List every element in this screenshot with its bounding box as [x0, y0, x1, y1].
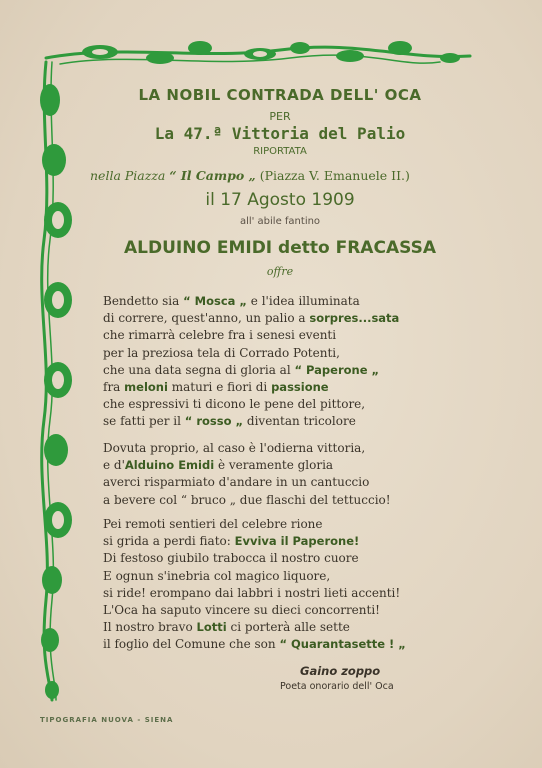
fantino-label: all' abile fantino	[239, 216, 321, 227]
poem-line: se fatti per il “ rosso „ diventan tricolore	[103, 414, 356, 429]
poem-stanza-2	[103, 440, 391, 509]
date-line: il 17 Agosto 1909	[205, 190, 355, 210]
piazza-post: (Piazza V. Emanuele II.)	[259, 168, 410, 183]
poem-line: Bendetto sia “ Mosca „ e l'idea illuminata	[103, 294, 360, 308]
poem-line: il foglio del Comune che son “ Quarantasette ! „	[103, 637, 406, 652]
poem-line: E ognun s'inebria col magico liquore,	[103, 568, 331, 583]
piazza-line	[90, 168, 410, 183]
offre-label: offre	[266, 265, 294, 278]
author-signature: Gaino zoppo	[300, 664, 381, 678]
poem-line: a bevere col “ bruco „ due flaschi del tettuccio!	[103, 492, 391, 507]
poem-line: L'Oca ha saputo vincere su dieci concorrenti!	[103, 603, 380, 618]
poem-line: fra meloni maturi e fiori di passione	[103, 380, 329, 395]
riportata-label: RIPORTATA	[253, 146, 307, 157]
poem-line: averci risparmiato d'andare in un cantuccio	[103, 475, 370, 490]
poem-line: e d'Alduino Emidi è veramente gloria	[103, 458, 334, 473]
fantino-name: ALDUINO EMIDI detto FRACASSA	[124, 238, 436, 258]
poem-stanza-1	[103, 293, 399, 431]
poem-line: Dovuta proprio, al caso è l'odierna vittoria,	[103, 441, 366, 455]
poem-line: per la preziosa tela di Corrado Potenti,	[103, 345, 340, 360]
printer-imprint: TIPOGRAFIA NUOVA - SIENA	[40, 716, 174, 724]
piazza-name: “ Il Campo „	[169, 168, 256, 183]
per-label: PER	[269, 110, 291, 123]
poem-line: si grida a perdi fiato: Evviva il Paperone!	[103, 534, 360, 549]
poem-line: si ride! erompano dai labbri i nostri lieti accenti!	[103, 585, 401, 600]
victory-heading: La 47.ª Vittoria del Palio	[154, 124, 406, 143]
poem-line: Pei remoti sentieri del celebre rione	[103, 517, 323, 531]
poem-line: Di festoso giubilo trabocca il nostro cuore	[103, 551, 359, 566]
author-role: Poeta onorario dell' Oca	[280, 681, 394, 692]
poem-line: di correre, quest'anno, un palio a sorpres...sata	[103, 311, 400, 326]
poem-line: che espressivi ti dicono le pene del pittore,	[103, 397, 366, 412]
poem-line: che rimarrà celebre fra i senesi eventi	[103, 328, 337, 343]
poem-stanza-3	[103, 516, 406, 654]
poem-line: che una data segna di gloria al “ Paperone „	[103, 362, 380, 377]
document-title: LA NOBIL CONTRADA DELL' OCA	[138, 86, 422, 104]
piazza-pre: nella Piazza	[90, 168, 166, 183]
poem-line: Il nostro bravo Lotti ci porterà alle sette	[103, 620, 350, 635]
